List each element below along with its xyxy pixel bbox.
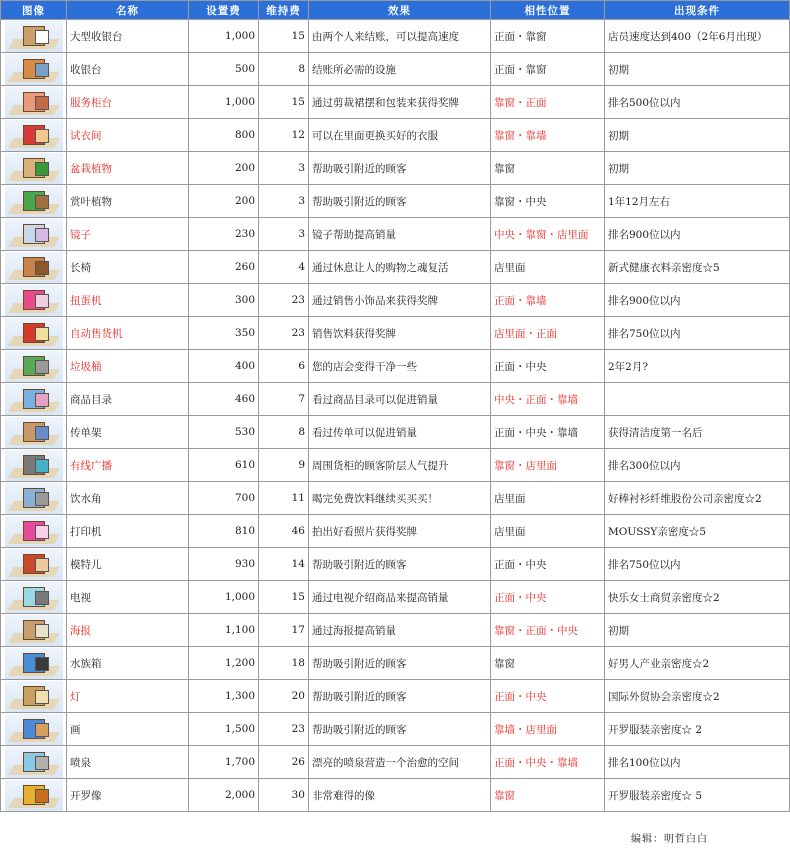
item-effect: 非常难得的像 (309, 779, 491, 812)
large-register-icon (5, 21, 63, 52)
table-row (1, 152, 790, 185)
item-effect: 周围货柜的顾客阶层人气提升 (309, 449, 491, 482)
item-image-cell (1, 581, 67, 614)
item-name: 大型收银台 (67, 20, 189, 53)
unlock-condition: 2年2月? (605, 350, 790, 383)
upkeep-cost: 9 (259, 449, 309, 482)
item-image-cell (1, 317, 67, 350)
setup-cost: 1,000 (189, 86, 259, 119)
table-row (1, 416, 790, 449)
table-row (1, 383, 790, 416)
foliage-plant-icon (5, 186, 63, 217)
upkeep-cost: 4 (259, 251, 309, 284)
upkeep-cost: 7 (259, 383, 309, 416)
item-name: 开罗像 (67, 779, 189, 812)
item-name: 有线广播 (67, 449, 189, 482)
claw-machine-icon (5, 285, 63, 316)
upkeep-cost: 11 (259, 482, 309, 515)
upkeep-cost: 3 (259, 218, 309, 251)
upkeep-cost: 46 (259, 515, 309, 548)
table-row (1, 713, 790, 746)
item-name: 饮水角 (67, 482, 189, 515)
item-name: 水族箱 (67, 647, 189, 680)
item-effect: 通过销售小饰品来获得奖牌 (309, 284, 491, 317)
unlock-condition: 排名750位以内 (605, 317, 790, 350)
upkeep-cost: 17 (259, 614, 309, 647)
unlock-condition: 获得清洁度第一名后 (605, 416, 790, 449)
item-name: 电视 (67, 581, 189, 614)
setup-cost: 800 (189, 119, 259, 152)
item-image-cell (1, 383, 67, 416)
item-name: 喷泉 (67, 746, 189, 779)
catalog-icon (5, 384, 63, 415)
upkeep-cost: 23 (259, 284, 309, 317)
item-effect: 可以在里面更换买好的衣服 (309, 119, 491, 152)
unlock-condition: 排名500位以内 (605, 86, 790, 119)
item-name: 灯 (67, 680, 189, 713)
header-row (1, 1, 790, 20)
setup-cost: 930 (189, 548, 259, 581)
table-row (1, 647, 790, 680)
affinity-position: 店里面 (491, 515, 605, 548)
unlock-condition: 初期 (605, 119, 790, 152)
vending-machine-icon (5, 318, 63, 349)
item-name: 长椅 (67, 251, 189, 284)
item-image-cell (1, 779, 67, 812)
item-effect: 您的店会变得干净一些 (309, 350, 491, 383)
affinity-position: 靠窗・正面・中央 (491, 614, 605, 647)
kairo-statue-icon (5, 780, 63, 811)
item-image-cell (1, 152, 67, 185)
unlock-condition: 排名900位以内 (605, 218, 790, 251)
table-row (1, 218, 790, 251)
item-effect: 帮助吸引附近的顾客 (309, 713, 491, 746)
item-name: 传单架 (67, 416, 189, 449)
affinity-position: 正面・靠窗 (491, 53, 605, 86)
affinity-position: 靠窗・中央 (491, 185, 605, 218)
item-effect: 看过传单可以促进销量 (309, 416, 491, 449)
setup-cost: 1,500 (189, 713, 259, 746)
setup-cost: 1,700 (189, 746, 259, 779)
affinity-position: 靠墙・店里面 (491, 713, 605, 746)
table-row (1, 284, 790, 317)
header-effect: 效果 (309, 1, 491, 20)
item-effect: 漂亮的喷泉营造一个治愈的空间 (309, 746, 491, 779)
item-name: 赏叶植物 (67, 185, 189, 218)
header-position: 相性位置 (491, 1, 605, 20)
unlock-condition (605, 383, 790, 416)
upkeep-cost: 3 (259, 152, 309, 185)
item-image-cell (1, 746, 67, 779)
setup-cost: 1,200 (189, 647, 259, 680)
upkeep-cost: 8 (259, 416, 309, 449)
item-effect: 帮助吸引附近的顾客 (309, 647, 491, 680)
table-row (1, 86, 790, 119)
table-row (1, 119, 790, 152)
item-effect: 通过电视介绍商品来提高销量 (309, 581, 491, 614)
item-effect: 销售饮料获得奖牌 (309, 317, 491, 350)
television-icon (5, 582, 63, 613)
item-image-cell (1, 713, 67, 746)
header-condition: 出现条件 (605, 1, 790, 20)
flyer-rack-icon (5, 417, 63, 448)
table-row (1, 317, 790, 350)
table-row (1, 53, 790, 86)
item-effect: 通过剪裁裙摆和包装来获得奖牌 (309, 86, 491, 119)
unlock-condition: 快乐女士商贸亲密度☆2 (605, 581, 790, 614)
aquarium-icon (5, 648, 63, 679)
item-image-cell (1, 548, 67, 581)
item-name: 试衣间 (67, 119, 189, 152)
upkeep-cost: 12 (259, 119, 309, 152)
affinity-position: 店里面 (491, 251, 605, 284)
setup-cost: 1,100 (189, 614, 259, 647)
header-upkeep-cost: 维持费 (259, 1, 309, 20)
upkeep-cost: 8 (259, 53, 309, 86)
unlock-condition: 排名750位以内 (605, 548, 790, 581)
item-name: 打印机 (67, 515, 189, 548)
poster-icon (5, 615, 63, 646)
item-image-cell (1, 251, 67, 284)
fountain-icon (5, 747, 63, 778)
service-counter-icon (5, 87, 63, 118)
setup-cost: 1,300 (189, 680, 259, 713)
affinity-position: 靠窗 (491, 647, 605, 680)
item-name: 收银台 (67, 53, 189, 86)
item-effect: 通过海报提高销量 (309, 614, 491, 647)
setup-cost: 260 (189, 251, 259, 284)
header-setup-cost: 设置费 (189, 1, 259, 20)
item-image-cell (1, 647, 67, 680)
setup-cost: 300 (189, 284, 259, 317)
item-effect: 由两个人来结账，可以提高速度 (309, 20, 491, 53)
setup-cost: 200 (189, 152, 259, 185)
unlock-condition: 店员速度达到400（2年6月出现） (605, 20, 790, 53)
setup-cost: 810 (189, 515, 259, 548)
unlock-condition: 排名100位以内 (605, 746, 790, 779)
table-row (1, 482, 790, 515)
unlock-condition: 排名900位以内 (605, 284, 790, 317)
upkeep-cost: 26 (259, 746, 309, 779)
mannequin-icon (5, 549, 63, 580)
affinity-position: 正面・中央 (491, 548, 605, 581)
affinity-position: 正面・中央 (491, 581, 605, 614)
affinity-position: 正面・靠墙 (491, 284, 605, 317)
item-name: 商品目录 (67, 383, 189, 416)
upkeep-cost: 15 (259, 20, 309, 53)
setup-cost: 1,000 (189, 581, 259, 614)
upkeep-cost: 3 (259, 185, 309, 218)
unlock-condition: 好男人产业亲密度☆2 (605, 647, 790, 680)
table-row (1, 350, 790, 383)
item-image-cell (1, 416, 67, 449)
table-row (1, 779, 790, 812)
unlock-condition: 开罗服装亲密度☆ 2 (605, 713, 790, 746)
item-effect: 喝完免费饮料继续买买买！ (309, 482, 491, 515)
setup-cost: 1,000 (189, 20, 259, 53)
table-row (1, 449, 790, 482)
affinity-position: 正面・中央・靠墙 (491, 416, 605, 449)
bench-icon (5, 252, 63, 283)
upkeep-cost: 6 (259, 350, 309, 383)
item-effect: 看过商品目录可以促进销量 (309, 383, 491, 416)
item-image-cell (1, 680, 67, 713)
unlock-condition: 初期 (605, 152, 790, 185)
item-name: 画 (67, 713, 189, 746)
unlock-condition: 初期 (605, 614, 790, 647)
item-image-cell (1, 515, 67, 548)
affinity-position: 正面・靠窗 (491, 20, 605, 53)
setup-cost: 400 (189, 350, 259, 383)
item-image-cell (1, 20, 67, 53)
table-row (1, 185, 790, 218)
setup-cost: 610 (189, 449, 259, 482)
item-image-cell (1, 86, 67, 119)
setup-cost: 230 (189, 218, 259, 251)
unlock-condition: 1年12月左右 (605, 185, 790, 218)
item-image-cell (1, 53, 67, 86)
unlock-condition: 新式健康衣料亲密度☆5 (605, 251, 790, 284)
item-effect: 镜子帮助提高销量 (309, 218, 491, 251)
item-image-cell (1, 218, 67, 251)
upkeep-cost: 23 (259, 713, 309, 746)
upkeep-cost: 20 (259, 680, 309, 713)
item-image-cell (1, 350, 67, 383)
affinity-position: 正面・中央・靠墙 (491, 746, 605, 779)
setup-cost: 350 (189, 317, 259, 350)
item-image-cell (1, 119, 67, 152)
setup-cost: 2,000 (189, 779, 259, 812)
affinity-position: 中央・靠窗・店里面 (491, 218, 605, 251)
potted-plant-icon (5, 153, 63, 184)
item-image-cell (1, 449, 67, 482)
table-row (1, 251, 790, 284)
unlock-condition: 初期 (605, 53, 790, 86)
affinity-position: 中央・正面・靠墙 (491, 383, 605, 416)
item-effect: 通过休息让人的购物之魂复活 (309, 251, 491, 284)
cable-broadcast-icon (5, 450, 63, 481)
table-row (1, 746, 790, 779)
unlock-condition: MOUSSY亲密度☆5 (605, 515, 790, 548)
item-name: 镜子 (67, 218, 189, 251)
item-name: 盆栽植物 (67, 152, 189, 185)
affinity-position: 靠窗・店里面 (491, 449, 605, 482)
item-effect: 帮助吸引附近的顾客 (309, 548, 491, 581)
setup-cost: 500 (189, 53, 259, 86)
upkeep-cost: 15 (259, 86, 309, 119)
affinity-position: 店里面・正面 (491, 317, 605, 350)
item-effect: 结账所必需的设施 (309, 53, 491, 86)
fitting-room-icon (5, 120, 63, 151)
register-icon (5, 54, 63, 85)
header-name: 名称 (67, 1, 189, 20)
table-row (1, 515, 790, 548)
upkeep-cost: 18 (259, 647, 309, 680)
affinity-position: 正面・中央 (491, 350, 605, 383)
item-image-cell (1, 482, 67, 515)
trash-can-icon (5, 351, 63, 382)
unlock-condition: 国际外贸协会亲密度☆2 (605, 680, 790, 713)
item-effect: 帮助吸引附近的顾客 (309, 152, 491, 185)
setup-cost: 530 (189, 416, 259, 449)
setup-cost: 460 (189, 383, 259, 416)
item-image-cell (1, 185, 67, 218)
table-row (1, 548, 790, 581)
unlock-condition: 开罗服装亲密度☆ 5 (605, 779, 790, 812)
affinity-position: 靠窗・靠墙 (491, 119, 605, 152)
unlock-condition: 排名300位以内 (605, 449, 790, 482)
table-row (1, 614, 790, 647)
affinity-position: 店里面 (491, 482, 605, 515)
item-image-cell (1, 284, 67, 317)
item-effect: 拍出好看照片获得奖牌 (309, 515, 491, 548)
setup-cost: 200 (189, 185, 259, 218)
unlock-condition: 好棒衬衫纤维股份公司亲密度☆2 (605, 482, 790, 515)
item-name: 自动售货机 (67, 317, 189, 350)
table-row (1, 680, 790, 713)
affinity-position: 靠窗 (491, 779, 605, 812)
painting-icon (5, 714, 63, 745)
lamp-icon (5, 681, 63, 712)
photo-booth-icon (5, 516, 63, 547)
item-name: 模特儿 (67, 548, 189, 581)
water-cooler-icon (5, 483, 63, 514)
item-name: 扭蛋机 (67, 284, 189, 317)
mirror-icon (5, 219, 63, 250)
affinity-position: 靠窗 (491, 152, 605, 185)
item-image-cell (1, 614, 67, 647)
setup-cost: 700 (189, 482, 259, 515)
table-row (1, 20, 790, 53)
upkeep-cost: 14 (259, 548, 309, 581)
editor-credit: 编辑：明哲白白 (631, 834, 708, 845)
item-name: 服务柜台 (67, 86, 189, 119)
item-name: 垃圾桶 (67, 350, 189, 383)
upkeep-cost: 15 (259, 581, 309, 614)
table-row (1, 581, 790, 614)
item-effect: 帮助吸引附近的顾客 (309, 185, 491, 218)
item-name: 海报 (67, 614, 189, 647)
item-effect: 帮助吸引附近的顾客 (309, 680, 491, 713)
upkeep-cost: 23 (259, 317, 309, 350)
affinity-position: 靠窗・正面 (491, 86, 605, 119)
header-image: 图像 (1, 1, 67, 20)
upkeep-cost: 30 (259, 779, 309, 812)
affinity-position: 正面・中央 (491, 680, 605, 713)
